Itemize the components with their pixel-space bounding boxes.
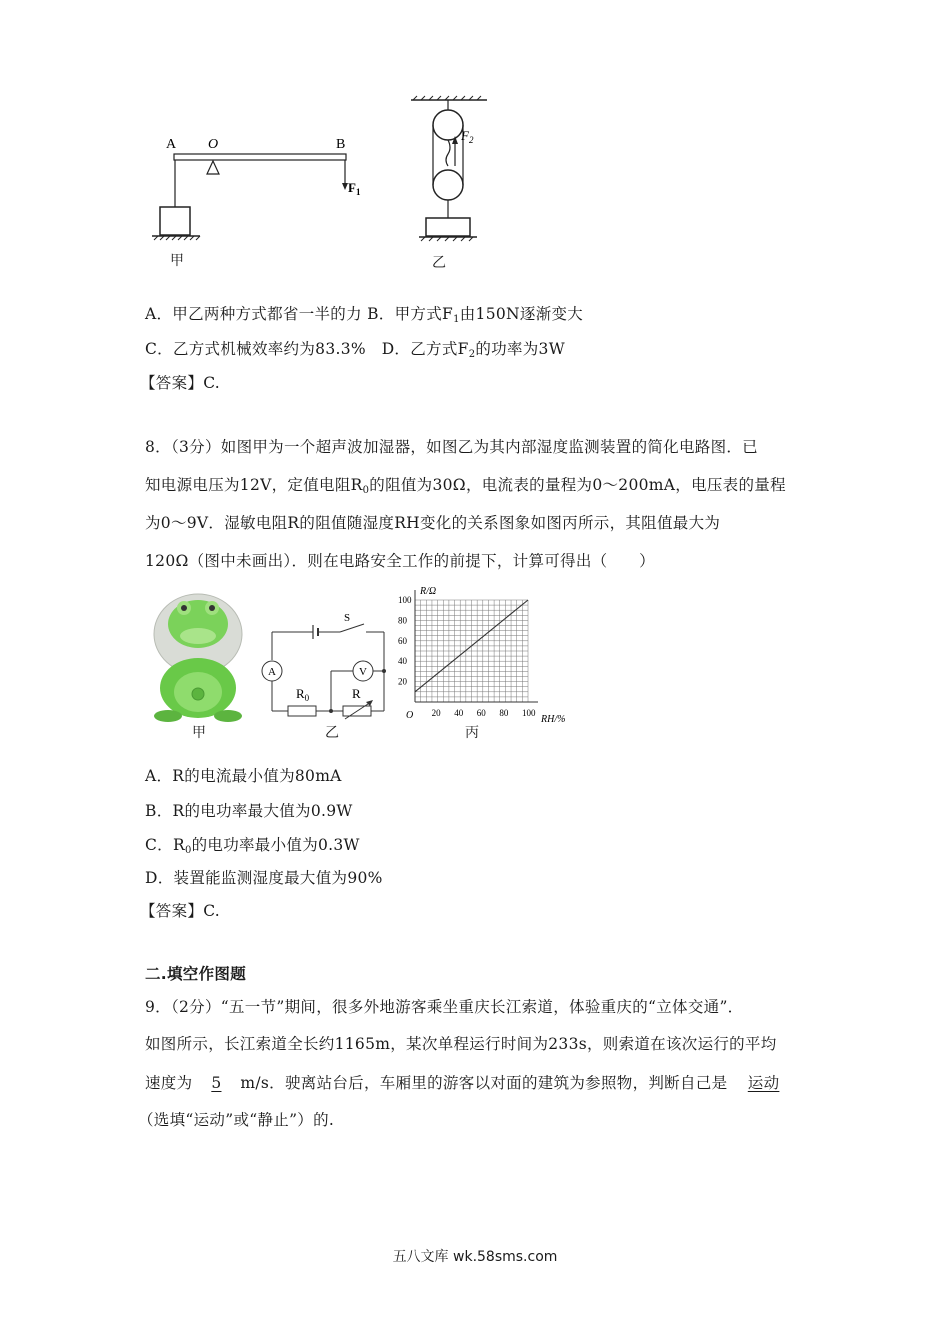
- rh-resistance-graph: [398, 584, 578, 724]
- lever-figure: [150, 130, 380, 270]
- force-f1-label: $F_1$: [348, 180, 361, 197]
- q8-option-a: A．R的电流最小值为80mA: [145, 767, 342, 785]
- pulley-figure: [405, 88, 495, 248]
- humidifier-mouth: [180, 628, 216, 644]
- q7-option-line-2: C．乙方式机械效率约为83.3% D．乙方式$F_2$的功率为3W: [145, 340, 565, 360]
- movable-pulley: [433, 170, 463, 200]
- graph-xlabel: RH/%: [541, 714, 566, 724]
- x-tick-label: 80: [499, 708, 509, 718]
- q8-stem-line-2: 知电源电压为12V，定值电阻$R_0$的阻值为30Ω，电流表的量程为0～200mA，电压表的量程: [145, 476, 786, 496]
- x-tick-label: 20: [431, 708, 441, 718]
- weight-block: [160, 207, 190, 235]
- graph-grid: [415, 600, 528, 702]
- q9-line-2: 如图所示，长江索道全长约1165m，某次单程运行时间为233s，则索道在该次运行的平均: [145, 1035, 777, 1053]
- pulley-weight: [426, 218, 470, 236]
- force-f2-label: $F_2$: [461, 128, 474, 145]
- y-tick-label: 100: [398, 595, 412, 605]
- footer-watermark: 五八文库 wk.58sms.com: [392, 1249, 558, 1265]
- y-tick-label: 60: [398, 635, 407, 646]
- fulcrum: [207, 161, 219, 174]
- switch-label: S: [344, 612, 351, 624]
- graph-x-ticks: [432, 708, 536, 718]
- pulley-caption: 乙: [432, 255, 446, 271]
- circuit-diagram: [258, 598, 398, 723]
- fixed-pulley: [433, 110, 463, 140]
- ammeter-label: A: [268, 666, 276, 678]
- graph-caption: 丙: [465, 725, 479, 741]
- resistor-r0-label: $R_0$: [296, 686, 310, 703]
- voltmeter-label: V: [359, 666, 367, 678]
- graph-y-ticks: [398, 595, 412, 687]
- lever-label-o: O: [208, 137, 219, 152]
- humidifier-image: [148, 592, 248, 724]
- graph-ylabel: R/Ω: [420, 586, 437, 597]
- resistor-r0: [288, 706, 316, 716]
- graph-origin: O: [406, 710, 414, 721]
- q7-option-line-1: A．甲乙两种方式都省一半的力 B．甲方式$F_1$由150N逐渐变大: [145, 305, 584, 325]
- q8-option-c: C．$R_0$的电功率最小值为0.3W: [145, 836, 360, 856]
- q8-stem-line-4: 120Ω（图中未画出）．则在电路安全工作的前提下，计算可得出（ ）: [145, 552, 655, 570]
- q8-answer: 【答案】C.: [140, 902, 221, 920]
- q9-blank-1: 5: [211, 1074, 222, 1092]
- lever-label-a: A: [166, 137, 177, 152]
- lever-label-b: B: [336, 137, 346, 152]
- lever-bar: [174, 154, 346, 160]
- resistor-r-label: R: [352, 686, 361, 701]
- q8-option-d: D．装置能监测湿度最大值为90%: [145, 869, 383, 887]
- y-tick-label: 80: [398, 615, 407, 626]
- rope-middle: [446, 140, 450, 166]
- switch-blade: [340, 624, 364, 632]
- q9-line-3: 速度为 5 m/s．驶离站台后，车厢里的游客以对面的建筑为参照物，判断自己是 运动: [145, 1071, 779, 1093]
- x-tick-label: 60: [476, 708, 486, 718]
- section-2-title: 二.填空作图题: [145, 965, 246, 983]
- humidifier-caption: 甲: [192, 725, 206, 741]
- y-tick-label: 20: [398, 676, 407, 687]
- x-tick-label: 100: [522, 708, 536, 718]
- q8-stem-line-1: 8．（3分）如图甲为一个超声波加湿器，如图乙为其内部湿度监测装置的简化电路图．已: [145, 438, 758, 456]
- x-tick-label: 40: [454, 708, 464, 718]
- humidifier-knob: [192, 688, 204, 700]
- q8-stem-line-3: 为0～9V．湿敏电阻R的阻值随湿度RH变化的关系图象如图丙所示，其阻值最大为: [145, 514, 721, 532]
- q9-line-1: 9．（2分）“五一节”期间，很多外地游客乘坐重庆长江索道，体验重庆的“立体交通”．: [145, 998, 744, 1016]
- circuit-caption: 乙: [325, 725, 339, 741]
- q9-blank-2: 运动: [747, 1074, 780, 1092]
- q8-option-b: B．R的电功率最大值为0.9W: [145, 802, 353, 820]
- q9-line-4: （选填“运动”或“静止”）的.: [138, 1111, 335, 1129]
- q7-answer: 【答案】C.: [140, 374, 221, 392]
- y-tick-label: 40: [398, 656, 407, 667]
- lever-caption: 甲: [170, 253, 184, 269]
